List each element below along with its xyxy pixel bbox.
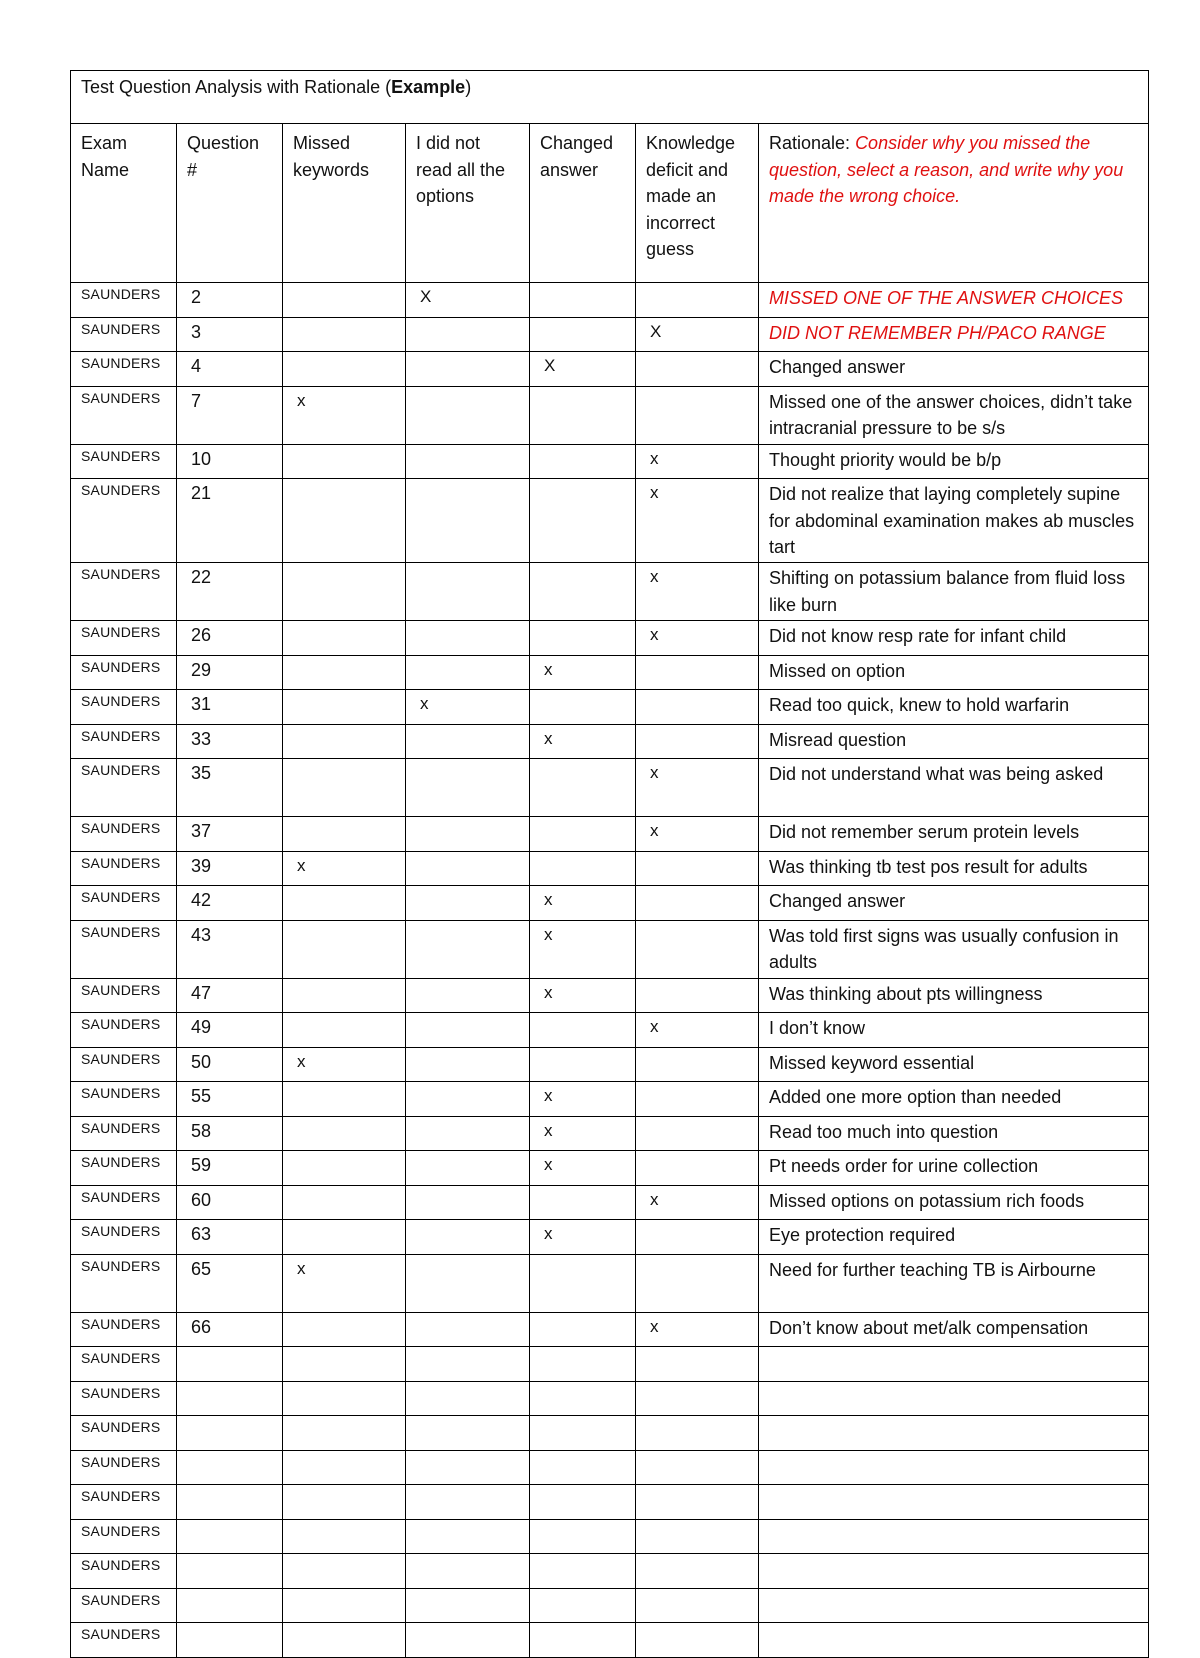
rationale-cell: Was thinking about pts willingness bbox=[759, 978, 1149, 1013]
rationale-cell bbox=[759, 1519, 1149, 1554]
missed-keywords-cell bbox=[283, 1623, 406, 1658]
exam-name-cell: SAUNDERS bbox=[71, 886, 177, 921]
missed-keywords-cell bbox=[283, 1013, 406, 1048]
rationale-cell: MISSED ONE OF THE ANSWER CHOICES bbox=[759, 283, 1149, 318]
exam-name-cell: SAUNDERS bbox=[71, 479, 177, 563]
exam-name-cell: SAUNDERS bbox=[71, 1588, 177, 1623]
did-not-read-cell bbox=[406, 1554, 530, 1589]
knowledge-deficit-cell bbox=[636, 724, 759, 759]
did-not-read-cell bbox=[406, 1450, 530, 1485]
table-row bbox=[71, 1047, 1149, 1082]
question-number-cell: 50 bbox=[177, 1047, 283, 1082]
table-row bbox=[71, 1450, 1149, 1485]
question-number-cell bbox=[177, 1588, 283, 1623]
missed-keywords-cell bbox=[283, 1347, 406, 1382]
changed-answer-cell: x bbox=[530, 655, 636, 690]
did-not-read-cell bbox=[406, 1519, 530, 1554]
knowledge-deficit-cell bbox=[636, 851, 759, 886]
knowledge-deficit-cell bbox=[636, 1220, 759, 1255]
changed-answer-cell bbox=[530, 1013, 636, 1048]
header-knowledge-deficit: Knowledge deficit and made an incorrect guess bbox=[636, 124, 759, 283]
did-not-read-cell: x bbox=[406, 690, 530, 725]
changed-answer-cell bbox=[530, 690, 636, 725]
exam-name-cell: SAUNDERS bbox=[71, 1450, 177, 1485]
rationale-cell: Did not understand what was being asked bbox=[759, 759, 1149, 817]
exam-name-cell: SAUNDERS bbox=[71, 1381, 177, 1416]
table-row bbox=[71, 1347, 1149, 1382]
table-row bbox=[71, 920, 1149, 978]
did-not-read-cell bbox=[406, 352, 530, 387]
did-not-read-cell bbox=[406, 1623, 530, 1658]
missed-keywords-cell bbox=[283, 621, 406, 656]
rationale-label: Rationale: bbox=[769, 133, 856, 153]
missed-keywords-cell bbox=[283, 1185, 406, 1220]
table-title bbox=[71, 71, 1149, 124]
header-missed-keywords: Missed keywords bbox=[283, 124, 406, 283]
changed-answer-cell: x bbox=[530, 1116, 636, 1151]
rationale-cell bbox=[759, 1485, 1149, 1520]
table-row bbox=[71, 444, 1149, 479]
knowledge-deficit-cell: x bbox=[636, 1185, 759, 1220]
table-row bbox=[71, 1312, 1149, 1347]
table-row bbox=[71, 1485, 1149, 1520]
table-row bbox=[71, 978, 1149, 1013]
exam-name-cell: SAUNDERS bbox=[71, 1254, 177, 1312]
exam-name-cell: SAUNDERS bbox=[71, 1416, 177, 1451]
knowledge-deficit-cell: x bbox=[636, 759, 759, 817]
question-number-cell: 7 bbox=[177, 386, 283, 444]
question-number-cell: 3 bbox=[177, 317, 283, 352]
title-bold: Example bbox=[391, 77, 466, 97]
rationale-cell: Did not realize that laying completely supine for abdominal examination makes ab muscles tart bbox=[759, 479, 1149, 563]
knowledge-deficit-cell bbox=[636, 920, 759, 978]
rationale-cell bbox=[759, 1381, 1149, 1416]
rationale-cell bbox=[759, 1416, 1149, 1451]
did-not-read-cell bbox=[406, 724, 530, 759]
did-not-read-cell bbox=[406, 978, 530, 1013]
did-not-read-cell bbox=[406, 1416, 530, 1451]
missed-keywords-cell bbox=[283, 724, 406, 759]
did-not-read-cell bbox=[406, 479, 530, 563]
table-row bbox=[71, 1554, 1149, 1589]
changed-answer-cell bbox=[530, 1347, 636, 1382]
missed-keywords-cell bbox=[283, 817, 406, 852]
exam-name-cell: SAUNDERS bbox=[71, 1082, 177, 1117]
knowledge-deficit-cell bbox=[636, 1082, 759, 1117]
did-not-read-cell bbox=[406, 444, 530, 479]
exam-name-cell: SAUNDERS bbox=[71, 317, 177, 352]
did-not-read-cell bbox=[406, 1485, 530, 1520]
did-not-read-cell bbox=[406, 1013, 530, 1048]
knowledge-deficit-cell bbox=[636, 1485, 759, 1520]
rationale-cell: Eye protection required bbox=[759, 1220, 1149, 1255]
table-row bbox=[71, 1185, 1149, 1220]
question-number-cell bbox=[177, 1381, 283, 1416]
changed-answer-cell bbox=[530, 621, 636, 656]
changed-answer-cell: x bbox=[530, 1151, 636, 1186]
changed-answer-cell: x bbox=[530, 886, 636, 921]
exam-name-cell: SAUNDERS bbox=[71, 1312, 177, 1347]
rationale-hint: Consider why you missed the question, select a reason, and write why you made the wrong choice. bbox=[769, 133, 1124, 206]
missed-keywords-cell bbox=[283, 978, 406, 1013]
rationale-cell: Thought priority would be b/p bbox=[759, 444, 1149, 479]
changed-answer-cell: X bbox=[530, 352, 636, 387]
did-not-read-cell bbox=[406, 817, 530, 852]
exam-name-cell: SAUNDERS bbox=[71, 690, 177, 725]
missed-keywords-cell bbox=[283, 283, 406, 318]
table-row bbox=[71, 317, 1149, 352]
missed-keywords-cell bbox=[283, 1220, 406, 1255]
exam-name-cell: SAUNDERS bbox=[71, 851, 177, 886]
question-number-cell bbox=[177, 1450, 283, 1485]
question-number-cell: 4 bbox=[177, 352, 283, 387]
table-row bbox=[71, 1623, 1149, 1658]
table-row bbox=[71, 1220, 1149, 1255]
changed-answer-cell bbox=[530, 1416, 636, 1451]
rationale-cell: Did not remember serum protein levels bbox=[759, 817, 1149, 852]
table-row bbox=[71, 1588, 1149, 1623]
question-number-cell: 26 bbox=[177, 621, 283, 656]
knowledge-deficit-cell: x bbox=[636, 479, 759, 563]
knowledge-deficit-cell bbox=[636, 1347, 759, 1382]
table-row bbox=[71, 1519, 1149, 1554]
question-number-cell: 2 bbox=[177, 283, 283, 318]
exam-name-cell: SAUNDERS bbox=[71, 1347, 177, 1382]
question-number-cell: 31 bbox=[177, 690, 283, 725]
knowledge-deficit-cell bbox=[636, 283, 759, 318]
knowledge-deficit-cell bbox=[636, 1254, 759, 1312]
table-row bbox=[71, 1116, 1149, 1151]
rationale-cell: Don’t know about met/alk compensation bbox=[759, 1312, 1149, 1347]
did-not-read-cell bbox=[406, 886, 530, 921]
missed-keywords-cell bbox=[283, 1450, 406, 1485]
knowledge-deficit-cell: X bbox=[636, 317, 759, 352]
question-number-cell: 63 bbox=[177, 1220, 283, 1255]
knowledge-deficit-cell bbox=[636, 1554, 759, 1589]
question-number-cell: 65 bbox=[177, 1254, 283, 1312]
knowledge-deficit-cell bbox=[636, 886, 759, 921]
knowledge-deficit-cell bbox=[636, 1450, 759, 1485]
rationale-cell: Missed keyword essential bbox=[759, 1047, 1149, 1082]
missed-keywords-cell bbox=[283, 1519, 406, 1554]
changed-answer-cell bbox=[530, 317, 636, 352]
missed-keywords-cell bbox=[283, 444, 406, 479]
did-not-read-cell bbox=[406, 1254, 530, 1312]
changed-answer-cell bbox=[530, 444, 636, 479]
knowledge-deficit-cell bbox=[636, 1623, 759, 1658]
knowledge-deficit-cell bbox=[636, 1116, 759, 1151]
rationale-cell: Missed one of the answer choices, didn’t take intracranial pressure to be s/s bbox=[759, 386, 1149, 444]
changed-answer-cell bbox=[530, 563, 636, 621]
rationale-cell bbox=[759, 1588, 1149, 1623]
changed-answer-cell bbox=[530, 1588, 636, 1623]
table-row bbox=[71, 1082, 1149, 1117]
missed-keywords-cell bbox=[283, 1554, 406, 1589]
missed-keywords-cell: x bbox=[283, 386, 406, 444]
missed-keywords-cell: x bbox=[283, 1047, 406, 1082]
missed-keywords-cell bbox=[283, 1312, 406, 1347]
exam-name-cell: SAUNDERS bbox=[71, 621, 177, 656]
missed-keywords-cell bbox=[283, 1151, 406, 1186]
table-row bbox=[71, 817, 1149, 852]
exam-name-cell: SAUNDERS bbox=[71, 920, 177, 978]
table-row bbox=[71, 690, 1149, 725]
did-not-read-cell bbox=[406, 1381, 530, 1416]
table-row bbox=[71, 621, 1149, 656]
question-number-cell bbox=[177, 1519, 283, 1554]
changed-answer-cell bbox=[530, 1623, 636, 1658]
changed-answer-cell bbox=[530, 1450, 636, 1485]
missed-keywords-cell bbox=[283, 1416, 406, 1451]
rationale-cell: DID NOT REMEMBER PH/PACO RANGE bbox=[759, 317, 1149, 352]
rationale-cell: Added one more option than needed bbox=[759, 1082, 1149, 1117]
rationale-cell: Need for further teaching TB is Airbourne bbox=[759, 1254, 1149, 1312]
rationale-cell: Was thinking tb test pos result for adults bbox=[759, 851, 1149, 886]
did-not-read-cell bbox=[406, 1220, 530, 1255]
did-not-read-cell bbox=[406, 386, 530, 444]
did-not-read-cell bbox=[406, 1047, 530, 1082]
changed-answer-cell bbox=[530, 759, 636, 817]
question-number-cell: 55 bbox=[177, 1082, 283, 1117]
rationale-cell: Misread question bbox=[759, 724, 1149, 759]
knowledge-deficit-cell bbox=[636, 655, 759, 690]
table-row bbox=[71, 759, 1149, 817]
did-not-read-cell bbox=[406, 1116, 530, 1151]
changed-answer-cell bbox=[530, 1254, 636, 1312]
exam-name-cell: SAUNDERS bbox=[71, 1220, 177, 1255]
question-number-cell: 35 bbox=[177, 759, 283, 817]
exam-name-cell: SAUNDERS bbox=[71, 444, 177, 479]
table-row bbox=[71, 1151, 1149, 1186]
header-rationale bbox=[759, 124, 1149, 283]
missed-keywords-cell bbox=[283, 1588, 406, 1623]
knowledge-deficit-cell: x bbox=[636, 563, 759, 621]
exam-name-cell: SAUNDERS bbox=[71, 283, 177, 318]
question-number-cell: 47 bbox=[177, 978, 283, 1013]
knowledge-deficit-cell bbox=[636, 1381, 759, 1416]
missed-keywords-cell bbox=[283, 1082, 406, 1117]
missed-keywords-cell: x bbox=[283, 1254, 406, 1312]
question-number-cell: 33 bbox=[177, 724, 283, 759]
title-prefix: Test Question Analysis with Rationale ( bbox=[81, 77, 392, 97]
rationale-cell: Missed options on potassium rich foods bbox=[759, 1185, 1149, 1220]
exam-name-cell: SAUNDERS bbox=[71, 1519, 177, 1554]
header-did-not-read: I did not read all the options bbox=[406, 124, 530, 283]
question-number-cell bbox=[177, 1485, 283, 1520]
missed-keywords-cell bbox=[283, 479, 406, 563]
question-number-cell: 10 bbox=[177, 444, 283, 479]
question-number-cell: 42 bbox=[177, 886, 283, 921]
question-number-cell: 39 bbox=[177, 851, 283, 886]
knowledge-deficit-cell: x bbox=[636, 817, 759, 852]
knowledge-deficit-cell bbox=[636, 690, 759, 725]
missed-keywords-cell bbox=[283, 690, 406, 725]
header-row bbox=[71, 124, 1149, 283]
rationale-cell: Changed answer bbox=[759, 352, 1149, 387]
exam-name-cell: SAUNDERS bbox=[71, 1116, 177, 1151]
knowledge-deficit-cell bbox=[636, 1519, 759, 1554]
changed-answer-cell bbox=[530, 1381, 636, 1416]
rationale-cell: Was told first signs was usually confusion in adults bbox=[759, 920, 1149, 978]
changed-answer-cell bbox=[530, 283, 636, 318]
question-number-cell: 37 bbox=[177, 817, 283, 852]
changed-answer-cell: x bbox=[530, 724, 636, 759]
table-row bbox=[71, 479, 1149, 563]
rationale-cell: I don’t know bbox=[759, 1013, 1149, 1048]
knowledge-deficit-cell bbox=[636, 1588, 759, 1623]
knowledge-deficit-cell bbox=[636, 978, 759, 1013]
question-analysis-table bbox=[70, 70, 1149, 1658]
question-number-cell: 43 bbox=[177, 920, 283, 978]
table-row bbox=[71, 1013, 1149, 1048]
exam-name-cell: SAUNDERS bbox=[71, 352, 177, 387]
exam-name-cell: SAUNDERS bbox=[71, 563, 177, 621]
question-number-cell bbox=[177, 1347, 283, 1382]
exam-name-cell: SAUNDERS bbox=[71, 655, 177, 690]
did-not-read-cell bbox=[406, 1151, 530, 1186]
knowledge-deficit-cell bbox=[636, 1151, 759, 1186]
did-not-read-cell bbox=[406, 563, 530, 621]
did-not-read-cell bbox=[406, 920, 530, 978]
question-number-cell bbox=[177, 1554, 283, 1589]
changed-answer-cell bbox=[530, 1554, 636, 1589]
changed-answer-cell: x bbox=[530, 920, 636, 978]
rationale-cell bbox=[759, 1554, 1149, 1589]
question-number-cell: 49 bbox=[177, 1013, 283, 1048]
missed-keywords-cell bbox=[283, 1116, 406, 1151]
did-not-read-cell bbox=[406, 851, 530, 886]
question-number-cell: 66 bbox=[177, 1312, 283, 1347]
table-row bbox=[71, 1254, 1149, 1312]
changed-answer-cell bbox=[530, 386, 636, 444]
did-not-read-cell bbox=[406, 1082, 530, 1117]
knowledge-deficit-cell: x bbox=[636, 621, 759, 656]
rationale-cell: Missed on option bbox=[759, 655, 1149, 690]
exam-name-cell: SAUNDERS bbox=[71, 1185, 177, 1220]
changed-answer-cell bbox=[530, 1519, 636, 1554]
changed-answer-cell bbox=[530, 1185, 636, 1220]
changed-answer-cell: x bbox=[530, 978, 636, 1013]
knowledge-deficit-cell bbox=[636, 1416, 759, 1451]
question-number-cell: 21 bbox=[177, 479, 283, 563]
did-not-read-cell bbox=[406, 1347, 530, 1382]
did-not-read-cell bbox=[406, 621, 530, 656]
question-number-cell: 59 bbox=[177, 1151, 283, 1186]
table-row bbox=[71, 851, 1149, 886]
question-number-cell: 60 bbox=[177, 1185, 283, 1220]
question-number-cell bbox=[177, 1416, 283, 1451]
table-row bbox=[71, 283, 1149, 318]
knowledge-deficit-cell bbox=[636, 352, 759, 387]
knowledge-deficit-cell bbox=[636, 1047, 759, 1082]
question-number-cell: 58 bbox=[177, 1116, 283, 1151]
header-question: Question # bbox=[177, 124, 283, 283]
table-row bbox=[71, 352, 1149, 387]
exam-name-cell: SAUNDERS bbox=[71, 724, 177, 759]
did-not-read-cell bbox=[406, 655, 530, 690]
missed-keywords-cell bbox=[283, 1485, 406, 1520]
question-number-cell bbox=[177, 1623, 283, 1658]
rationale-cell: Shifting on potassium balance from fluid loss like burn bbox=[759, 563, 1149, 621]
knowledge-deficit-cell: x bbox=[636, 444, 759, 479]
exam-name-cell: SAUNDERS bbox=[71, 386, 177, 444]
exam-name-cell: SAUNDERS bbox=[71, 1151, 177, 1186]
missed-keywords-cell bbox=[283, 759, 406, 817]
changed-answer-cell: x bbox=[530, 1082, 636, 1117]
exam-name-cell: SAUNDERS bbox=[71, 759, 177, 817]
did-not-read-cell bbox=[406, 1312, 530, 1347]
knowledge-deficit-cell: x bbox=[636, 1013, 759, 1048]
exam-name-cell: SAUNDERS bbox=[71, 1554, 177, 1589]
header-changed-answer: Changed answer bbox=[530, 124, 636, 283]
exam-name-cell: SAUNDERS bbox=[71, 817, 177, 852]
missed-keywords-cell bbox=[283, 1381, 406, 1416]
table-row bbox=[71, 724, 1149, 759]
table-row bbox=[71, 886, 1149, 921]
did-not-read-cell bbox=[406, 1185, 530, 1220]
rationale-cell bbox=[759, 1347, 1149, 1382]
table-row bbox=[71, 655, 1149, 690]
rationale-cell: Pt needs order for urine collection bbox=[759, 1151, 1149, 1186]
missed-keywords-cell bbox=[283, 655, 406, 690]
missed-keywords-cell bbox=[283, 352, 406, 387]
exam-name-cell: SAUNDERS bbox=[71, 1047, 177, 1082]
header-exam-name: Exam Name bbox=[71, 124, 177, 283]
question-number-cell: 29 bbox=[177, 655, 283, 690]
table-row bbox=[71, 386, 1149, 444]
missed-keywords-cell bbox=[283, 563, 406, 621]
rationale-cell: Did not know resp rate for infant child bbox=[759, 621, 1149, 656]
rationale-cell: Changed answer bbox=[759, 886, 1149, 921]
exam-name-cell: SAUNDERS bbox=[71, 1623, 177, 1658]
changed-answer-cell bbox=[530, 1485, 636, 1520]
question-number-cell: 22 bbox=[177, 563, 283, 621]
rationale-cell: Read too quick, knew to hold warfarin bbox=[759, 690, 1149, 725]
table-row bbox=[71, 563, 1149, 621]
changed-answer-cell bbox=[530, 1047, 636, 1082]
exam-name-cell: SAUNDERS bbox=[71, 978, 177, 1013]
changed-answer-cell: x bbox=[530, 1220, 636, 1255]
changed-answer-cell bbox=[530, 851, 636, 886]
did-not-read-cell bbox=[406, 317, 530, 352]
rationale-cell bbox=[759, 1450, 1149, 1485]
missed-keywords-cell: x bbox=[283, 851, 406, 886]
changed-answer-cell bbox=[530, 1312, 636, 1347]
rationale-cell bbox=[759, 1623, 1149, 1658]
rationale-cell: Read too much into question bbox=[759, 1116, 1149, 1151]
changed-answer-cell bbox=[530, 817, 636, 852]
table-row bbox=[71, 1381, 1149, 1416]
missed-keywords-cell bbox=[283, 317, 406, 352]
exam-name-cell: SAUNDERS bbox=[71, 1013, 177, 1048]
title-suffix: ) bbox=[465, 77, 472, 97]
did-not-read-cell bbox=[406, 1588, 530, 1623]
table-row bbox=[71, 1416, 1149, 1451]
did-not-read-cell: X bbox=[406, 283, 530, 318]
knowledge-deficit-cell bbox=[636, 386, 759, 444]
did-not-read-cell bbox=[406, 759, 530, 817]
missed-keywords-cell bbox=[283, 920, 406, 978]
missed-keywords-cell bbox=[283, 886, 406, 921]
knowledge-deficit-cell: x bbox=[636, 1312, 759, 1347]
exam-name-cell: SAUNDERS bbox=[71, 1485, 177, 1520]
changed-answer-cell bbox=[530, 479, 636, 563]
